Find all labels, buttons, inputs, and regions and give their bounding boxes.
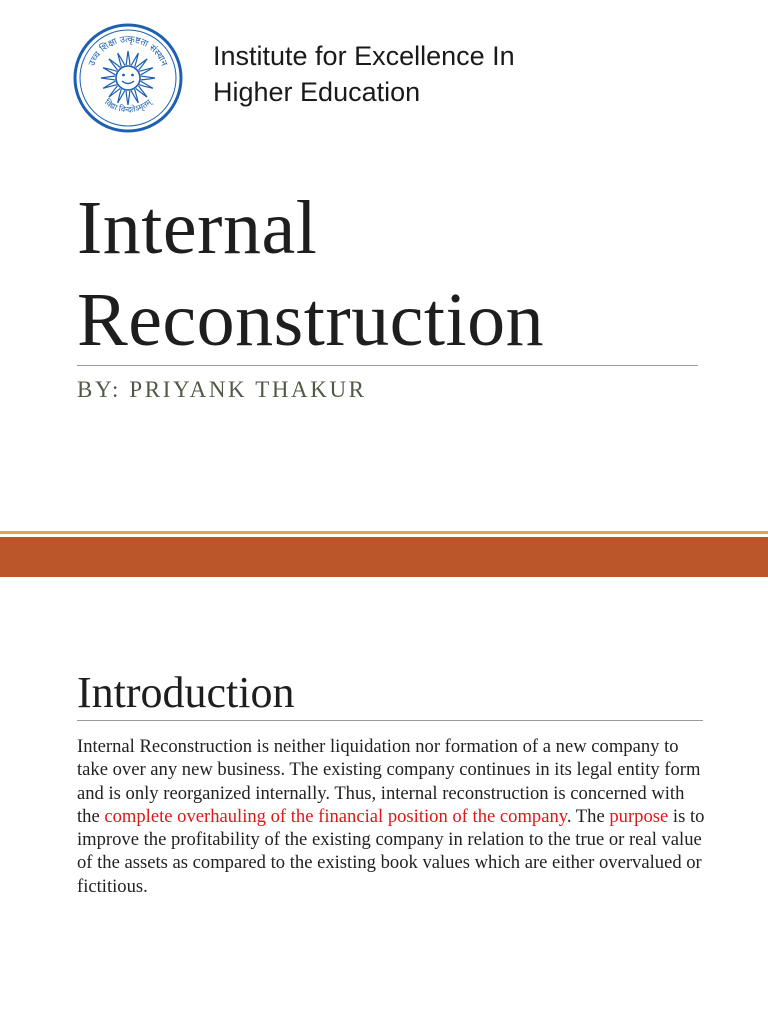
introduction-slide bbox=[0, 578, 768, 1024]
highlight-purpose: purpose bbox=[609, 805, 669, 827]
title-line-2: Reconstruction bbox=[77, 278, 545, 362]
body-text-2: . The bbox=[566, 805, 610, 827]
body-text-1: Internal Reconstruction is neither liquidation nor formation of a new company to take over any new business. The existing company continues in its legal entity form and is only reorganized internally. Thus, internal reconstruction is concerned with the bbox=[77, 736, 701, 827]
highlight-complete-overhauling: complete overhauling of the financial position of the company bbox=[104, 805, 567, 827]
author-byline: BY: PRIYANK THAKUR bbox=[77, 377, 367, 402]
institute-name-line-1: Institute for Excellence In bbox=[213, 41, 515, 71]
slide-separator-thin bbox=[0, 531, 768, 534]
institute-seal-logo bbox=[72, 22, 184, 134]
title-divider-rule bbox=[77, 365, 698, 366]
heading-divider-rule bbox=[77, 720, 703, 721]
institute-name bbox=[213, 38, 515, 110]
body-text-3: is to improve the profitability of the existing company in relation to the true or real value of the assets as compared to the existing book values which are either overvalued or fictitious. bbox=[77, 805, 705, 897]
slide-heading: Introduction bbox=[77, 668, 295, 717]
logo-bottom-text: विद्या विन्दतेऽमृतम् bbox=[102, 97, 154, 115]
slide-separator-bar bbox=[0, 537, 768, 577]
title-line-1: Internal bbox=[77, 186, 318, 270]
presentation-title bbox=[77, 182, 544, 366]
introduction-paragraph bbox=[77, 735, 707, 898]
logo-top-text: उच्च शिक्षा उत्कृष्टता संस्थान bbox=[87, 34, 169, 68]
institute-name-line-2: Higher Education bbox=[213, 77, 421, 107]
